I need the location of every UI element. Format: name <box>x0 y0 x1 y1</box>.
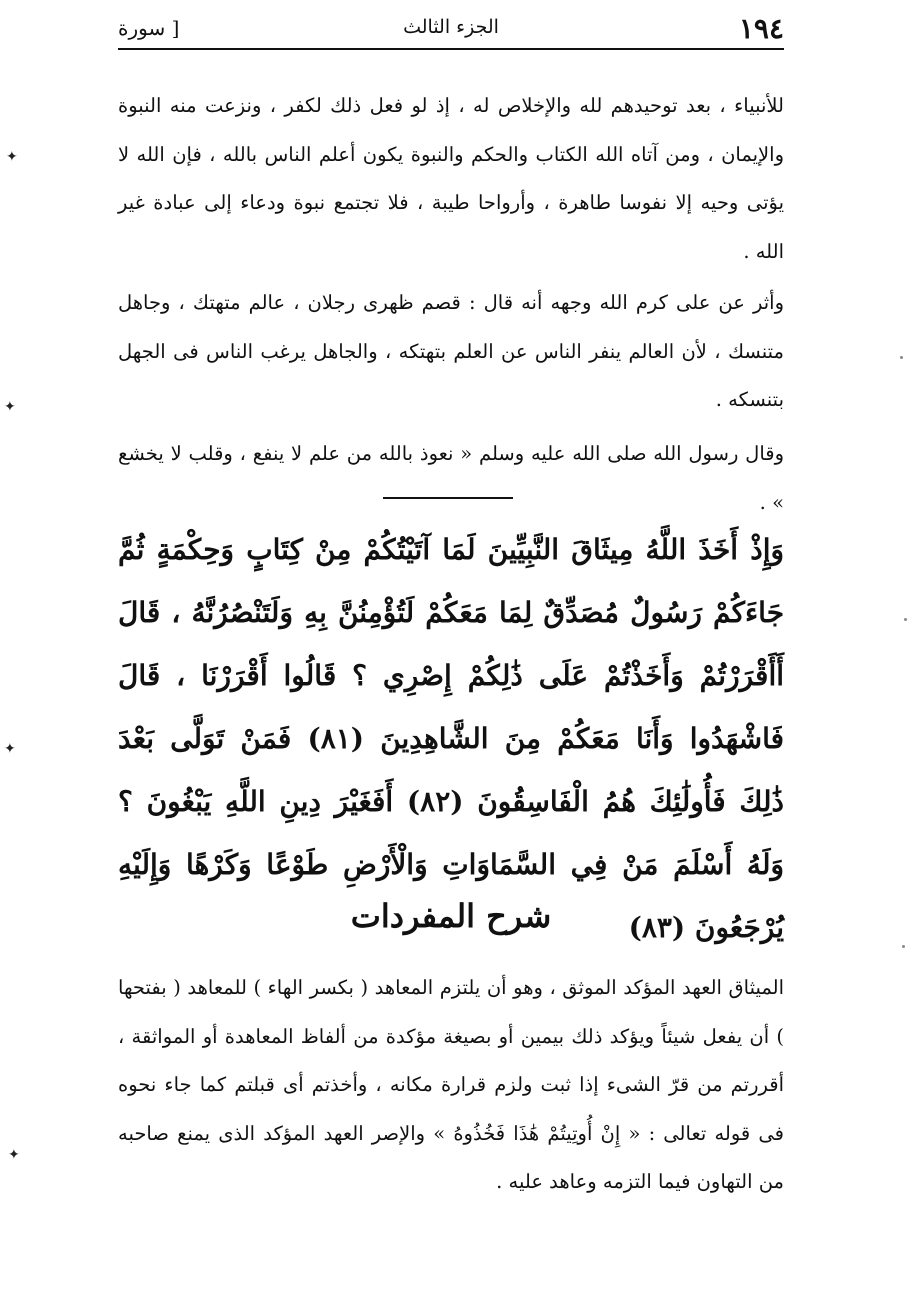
vocabulary-explanation: الميثاق العهد المؤكد الموثق ، وهو أن يلتزم المعاهد ( بكسر الهاء ) للمعاهد ( بفتحها ) أن يفعل شيئاً ويؤكد ذلك بيمين أو بصيغة مؤكدة من ألفاظ المعاهدة أو المواثقة ، أقررتم من قرّ الشىء إذا ثبت ولزم قرارة مكانه ، وأخذتم أى قبلتم كما جاء نحوه فى قوله تعالى : « إِنْ أُوتِيتُمْ هَٰذَا فَخُذُوهُ » والإصر العهد المؤكد الذى يمنع صاحبه من التهاون فيما التزمه وعاهد عليه . <box>118 976 784 1193</box>
margin-mark-icon: ✦ <box>6 149 18 165</box>
paragraph-ali-saying: وأثر عن على كرم الله وجهه أنه قال : قصم ظهرى رجلان ، عالم متهتك ، وجاهل متنسك ، لأن العالم ينفر الناس عن العلم بتهتكه ، والجاهل يرغب الناس فى الجهل بتنسكه . <box>118 291 784 411</box>
margin-mark-icon: ✦ <box>4 399 16 415</box>
quran-verses: وَإِذْ أَخَذَ اللَّهُ مِيثَاقَ النَّبِيِّينَ لَمَا آتَيْتُكُمْ مِنْ كِتَابٍ وَحِكْمَةٍ ثُمَّ جَاءَكُمْ رَسُولٌ مُصَدِّقٌ لِمَا مَعَكُمْ لَتُؤْمِنُنَّ بِهِ وَلَتَنْصُرُنَّهُ ، قَالَ أَأَقْرَرْتُمْ وَأَخَذْتُمْ عَلَى ذَٰلِكُمْ إِصْرِي ؟ قَالُوا أَقْرَرْنَا ، قَالَ فَاشْهَدُوا وَأَنَا مَعَكُمْ مِنَ الشَّاهِدِينَ (٨١) فَمَنْ تَوَلَّى بَعْدَ ذَٰلِكَ فَأُولَٰئِكَ هُمُ الْفَاسِقُونَ (٨٢) أَفَغَيْرَ دِينِ اللَّهِ يَبْغُونَ ؟ وَلَهُ أَسْلَمَ مَنْ فِي السَّمَاوَاتِ وَالْأَرْضِ طَوْعًا وَكَرْهًا وَإِلَيْهِ يُرْجَعُونَ (٨٣) <box>118 533 785 944</box>
page-header <box>118 10 784 46</box>
page-number: ١٩٤ <box>738 12 784 45</box>
paragraph-hadith: وقال رسول الله صلى الله عليه وسلم « نعوذ بالله من علم لا ينفع ، وقلب لا يخشع » . <box>118 442 784 514</box>
speck <box>904 618 907 621</box>
margin-mark-icon: ✦ <box>8 1147 20 1163</box>
speck <box>902 945 905 948</box>
surah-label: [ سورة <box>118 16 180 40</box>
paragraph-prophets: للأنبياء ، بعد توحيدهم لله والإخلاص له ، إذ لو فعل ذلك لكفر ، ونزعت منه النبوة والإيمان ، ومن آتاه الله الكتاب والحكم والنبوة يكون أعلم الناس بالله ، فإن الله لا يؤتى وحيه إلا نفوسا طاهرة ، وأرواحا طيبة ، فلا تجتمع نبوة ودعاء إلى عبادة غير الله . <box>118 94 784 263</box>
margin-mark-icon: ✦ <box>4 741 16 757</box>
section-title: شرح المفردات <box>350 897 552 935</box>
speck <box>900 356 903 359</box>
part-title: الجزء الثالث <box>403 16 499 38</box>
header-divider <box>118 48 784 50</box>
section-divider <box>383 497 513 499</box>
